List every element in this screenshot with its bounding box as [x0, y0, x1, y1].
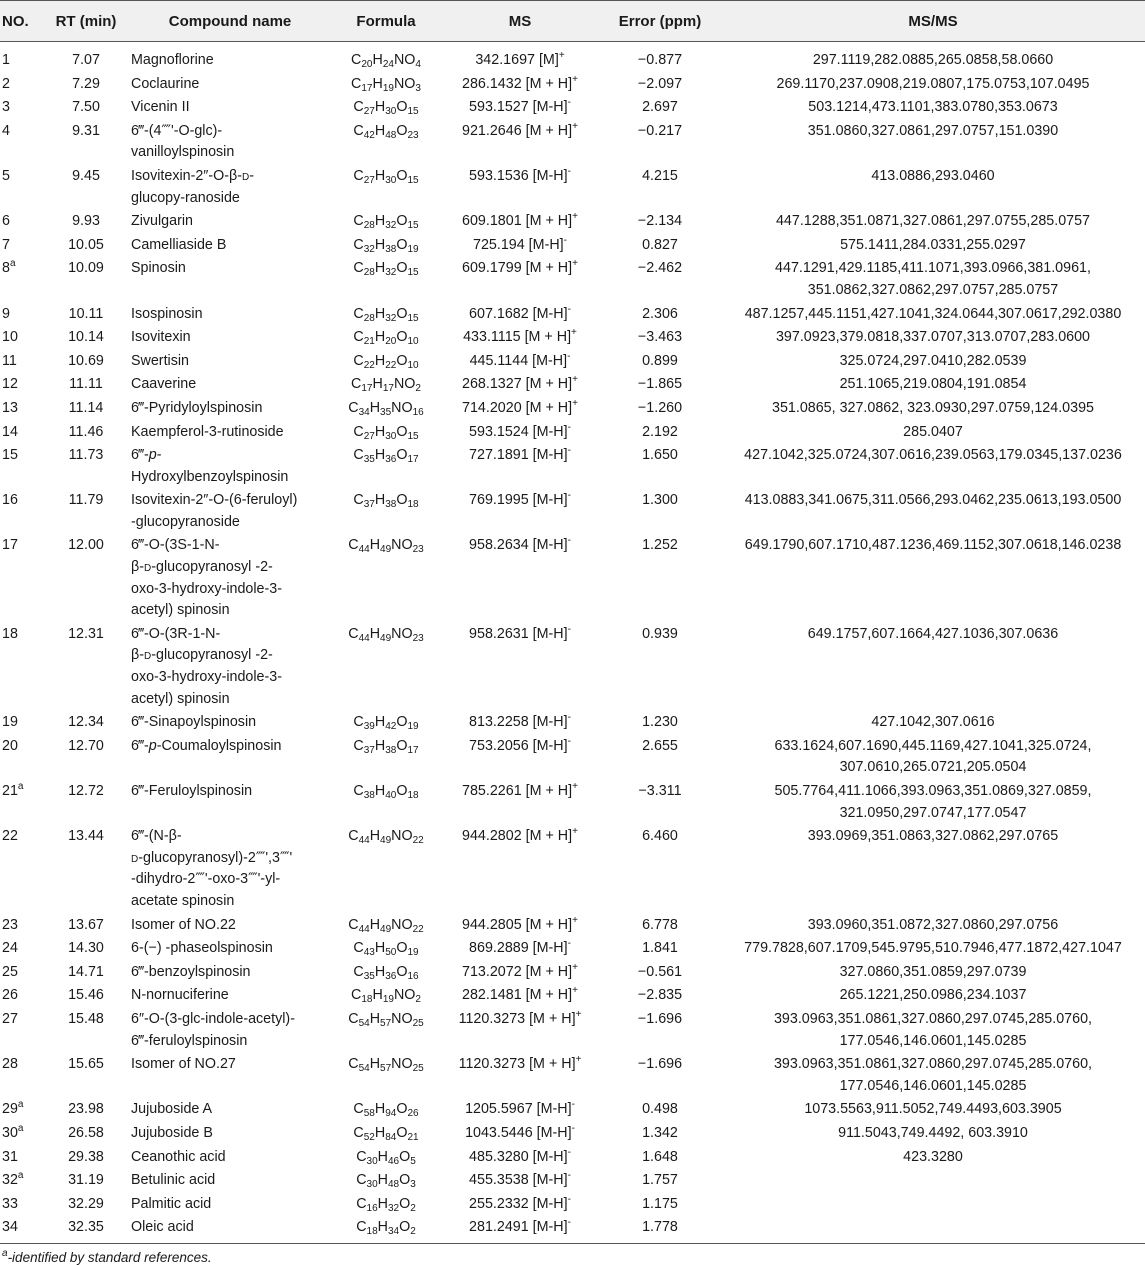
cell-compound-name: Zivulgarin: [131, 213, 193, 230]
cell-formula: $C_{34}H_{35}NO_{16}$: [348, 399, 424, 418]
cell-formula: $C_{37}H_{38}O_{18}$: [353, 492, 419, 511]
cell-ms: 255.2332 [M-H]-: [469, 1193, 571, 1212]
cell-error: 1.300: [642, 492, 678, 509]
cell-no: 29$^a$: [2, 1099, 24, 1118]
cell-msms: 351.0860,327.0861,297.0757,151.0390: [807, 122, 1059, 139]
cell-formula: $C_{35}H_{36}O_{16}$: [353, 963, 419, 982]
cell-ms: 342.1697 [M]+: [475, 50, 565, 68]
cell-compound-name: 6‴-benzoylspinosin: [131, 963, 251, 980]
cell-formula: $C_{21}H_{20}O_{10}$: [353, 329, 419, 348]
table-row: [0, 257, 1145, 302]
table-row: [0, 165, 1145, 210]
cell-no: 30$^a$: [2, 1122, 24, 1141]
cell-ms: 609.1799 [M + H]+: [462, 258, 578, 277]
cell-compound-name: 6″-O-(3-glc-indole-acetyl)- 6‴-feruloylspinosin: [131, 1010, 295, 1049]
cell-error: −2.097: [637, 75, 683, 92]
cell-compound-name: Coclaurine: [131, 75, 200, 92]
cell-formula: $C_{22}H_{22}O_{10}$: [353, 352, 419, 371]
table-row: [0, 234, 1145, 258]
table-row: [0, 73, 1145, 97]
cell-compound-name: 6‴-p- Hydroxylbenzoylspinosin: [131, 447, 289, 485]
cell-compound-name: Camelliaside B: [131, 236, 227, 253]
cell-rt: 10.69: [68, 352, 104, 369]
cell-error: 0.827: [642, 236, 678, 253]
cell-formula: $C_{18}H_{34}O_2$: [331, 1216, 441, 1243]
cell-formula: $C_{28}H_{32}O_{15}$: [353, 213, 419, 232]
cell-no: 32$^a$: [2, 1170, 24, 1189]
cell-no: 34: [0, 1216, 47, 1243]
cell-msms: 393.0963,351.0861,327.0860,297.0745,285.0760, 177.0546,146.0601,145.0285: [773, 1010, 1092, 1049]
cell-msms: 413.0886,293.0460: [871, 167, 995, 184]
cell-formula: $C_{37}H_{38}O_{17}$: [353, 737, 419, 756]
cell-error: −3.463: [637, 329, 683, 346]
cell-msms: 487.1257,445.1151,427.1041,324.0644,307.0617,292.0380: [744, 305, 1122, 322]
cell-error: 1.175: [642, 1195, 678, 1212]
cell-rt: 10.05: [68, 236, 104, 253]
cell-no: 9: [2, 305, 10, 322]
cell-formula: $C_{35}H_{36}O_{17}$: [353, 447, 419, 466]
column-header-formula: Formula: [331, 1, 441, 42]
cell-rt: 11.46: [68, 423, 104, 440]
cell-rt: 15.48: [68, 1010, 104, 1027]
cell-msms: [721, 1193, 1145, 1217]
cell-no: 25: [2, 963, 18, 980]
cell-error: 2.655: [642, 737, 678, 754]
cell-msms: 427.1042,307.0616: [871, 714, 995, 731]
cell-no: 21$^a$: [2, 781, 24, 799]
cell-compound-name: 6‴-O-(3R-1-N- β-d-glucopyranosyl -2- oxo-3-hydroxy-indole-3- acetyl) spinosin: [131, 625, 282, 707]
cell-error: −1.260: [637, 399, 683, 416]
cell-ms: 713.2072 [M + H]+: [462, 961, 578, 980]
cell-error: −1.696: [637, 1056, 683, 1073]
cell-ms: 727.1891 [M-H]-: [469, 445, 571, 464]
cell-formula: $C_{32}H_{38}O_{19}$: [353, 236, 419, 255]
cell-error: 1.230: [642, 714, 678, 731]
cell-no: 16: [2, 492, 18, 509]
cell-formula: $C_{27}H_{30}O_{15}$: [353, 423, 419, 442]
cell-compound-name: 6‴-(N-β- d-glucopyranosyl)-2⁗',3⁗' -dihydro-2⁗'-oxo-3⁗'-yl- acetate spinosin: [131, 828, 293, 909]
column-header-no: NO.: [0, 1, 47, 42]
cell-rt: 12.70: [68, 737, 104, 754]
cell-no: 4: [2, 122, 10, 139]
cell-ms: 1043.5446 [M-H]-: [465, 1122, 575, 1141]
cell-error: 1.650: [642, 447, 678, 464]
cell-no: 15: [2, 447, 18, 464]
footnote-text: -identified by standard references.: [7, 1249, 212, 1265]
table-row: [0, 326, 1145, 350]
table-row: [0, 984, 1145, 1008]
cell-compound-name: Kaempferol-3-rutinoside: [131, 423, 284, 440]
cell-no: 12: [2, 376, 18, 393]
cell-compound-name: 6‴-Pyridyloylspinosin: [131, 399, 263, 416]
cell-rt: 12.31: [68, 625, 104, 642]
table-row: [0, 1193, 1145, 1217]
cell-msms: 575.1411,284.0331,255.0297: [840, 236, 1026, 253]
cell-ms: 785.2261 [M + H]+: [462, 781, 578, 799]
table-row: [0, 1146, 1145, 1170]
cell-rt: 13.67: [68, 916, 104, 933]
table-row: [0, 1216, 1145, 1243]
column-header-error: Error (ppm): [599, 1, 721, 42]
cell-compound-name: Jujuboside B: [131, 1124, 213, 1141]
cell-no: 7: [2, 236, 10, 253]
table-row: [0, 780, 1145, 825]
cell-no: 20: [2, 737, 18, 754]
column-header-rt: RT (min): [47, 1, 125, 42]
cell-ms: 593.1524 [M-H]-: [469, 421, 571, 440]
cell-compound-name: Jujuboside A: [131, 1101, 213, 1118]
cell-compound-name: Isomer of NO.27: [131, 1056, 236, 1073]
cell-compound-name: Spinosin: [131, 260, 186, 277]
table-row: [0, 210, 1145, 234]
cell-error: −0.561: [637, 963, 683, 980]
cell-no: 10: [2, 329, 18, 346]
cell-formula: $C_{58}H_{94}O_{26}$: [353, 1101, 419, 1120]
cell-rt: 29.38: [68, 1148, 104, 1165]
table-row: [0, 444, 1145, 489]
cell-error: 2.697: [642, 99, 678, 116]
cell-msms: 649.1790,607.1710,487.1236,469.1152,307.0618,146.0238: [744, 537, 1122, 554]
cell-msms: 265.1221,250.0986,234.1037: [839, 987, 1027, 1004]
cell-ms: 1120.3273 [M + H]+: [458, 1008, 582, 1027]
cell-rt: 7.50: [72, 99, 100, 116]
footnote-marker: a: [2, 1247, 8, 1259]
cell-msms: 503.1214,473.1101,383.0780,353.0673: [808, 99, 1058, 116]
cell-no: 3: [2, 99, 10, 116]
cell-no: 33: [2, 1195, 18, 1212]
cell-formula: $C_{44}H_{49}NO_{23}$: [348, 537, 424, 556]
cell-formula: $C_{44}H_{49}NO_{22}$: [348, 916, 424, 935]
cell-no: 5: [2, 167, 10, 184]
cell-no: 24: [2, 940, 18, 957]
table-row: [0, 397, 1145, 421]
cell-compound-name: Swertisin: [131, 352, 189, 369]
cell-ms: 282.1481 [M + H]+: [462, 985, 578, 1004]
cell-ms: 714.2020 [M + H]+: [462, 397, 578, 416]
cell-no: 19: [2, 714, 18, 731]
cell-error: 1.252: [642, 537, 678, 554]
cell-formula: $C_{27}H_{30}O_{15}$: [353, 99, 419, 118]
table-row: [0, 303, 1145, 327]
cell-formula: $C_{43}H_{50}O_{19}$: [353, 940, 419, 959]
cell-rt: 9.31: [72, 122, 100, 139]
cell-formula: $C_{16}H_{32}O_2$: [356, 1195, 416, 1214]
cell-msms: 251.1065,219.0804,191.0854: [839, 376, 1027, 393]
table-body: [0, 42, 1145, 1244]
cell-compound-name: Isospinosin: [131, 305, 203, 322]
cell-msms: 911.5043,749.4492, 603.3910: [838, 1124, 1028, 1141]
cell-ms: 593.1536 [M-H]-: [469, 165, 571, 184]
table-row: [0, 489, 1145, 534]
cell-formula: $C_{54}H_{57}NO_{25}$: [348, 1056, 424, 1075]
cell-error: −0.217: [637, 122, 683, 139]
cell-ms: 609.1801 [M + H]+: [462, 211, 578, 230]
cell-rt: 7.29: [72, 75, 100, 92]
table-row: [0, 1098, 1145, 1122]
cell-error: 1.841: [642, 940, 678, 957]
cell-formula: $C_{28}H_{32}O_{15}$: [353, 260, 419, 279]
cell-ms: 286.1432 [M + H]+: [462, 73, 578, 92]
cell-msms: 325.0724,297.0410,282.0539: [839, 352, 1027, 369]
cell-compound-name: Betulinic acid: [131, 1172, 216, 1189]
cell-compound-name: Isovitexin: [131, 329, 191, 346]
cell-no: 28: [2, 1056, 18, 1073]
cell-rt: 15.65: [68, 1056, 104, 1073]
cell-msms: 393.0963,351.0861,327.0860,297.0745,285.0760, 177.0546,146.0601,145.0285: [773, 1056, 1092, 1094]
cell-compound-name: 6‴-O-(3S-1-N- β-d-glucopyranosyl -2- oxo-3-hydroxy-indole-3- acetyl) spinosin: [131, 537, 282, 619]
cell-formula: $C_{30}H_{48}O_3$: [356, 1172, 416, 1191]
cell-ms: 268.1327 [M + H]+: [462, 374, 578, 393]
table-row: [0, 825, 1145, 913]
cell-no: 11: [2, 352, 17, 369]
table-row: [0, 914, 1145, 938]
cell-msms: 447.1291,429.1185,411.1071,393.0966,381.0961, 351.0862,327.0862,297.0757,285.0757: [775, 260, 1091, 298]
cell-error: 0.498: [642, 1101, 678, 1118]
cell-ms: 813.2258 [M-H]-: [469, 712, 571, 731]
cell-rt: 14.71: [68, 963, 104, 980]
cell-formula: $C_{20}H_{24}NO_4$: [351, 52, 421, 70]
cell-error: 1.342: [642, 1124, 678, 1141]
cell-error: 1.757: [642, 1172, 678, 1189]
cell-ms: 769.1995 [M-H]-: [469, 490, 571, 509]
cell-rt: 9.93: [72, 213, 100, 230]
cell-compound-name: 6‴-Sinapoylspinosin: [131, 714, 257, 731]
cell-msms: 633.1624,607.1690,445.1169,427.1041,325.0724, 307.0610,265.0721,205.0504: [774, 737, 1092, 776]
cell-compound-name: Isovitexin-2″-O-(6-feruloyl) -glucopyranoside: [131, 492, 298, 530]
cell-ms: 944.2805 [M + H]+: [462, 914, 578, 933]
table-header-row: [0, 1, 1145, 42]
cell-ms: 944.2802 [M + H]+: [462, 826, 578, 845]
column-header-compound-name: Compound name: [125, 1, 331, 42]
cell-formula: $C_{39}H_{42}O_{19}$: [353, 714, 419, 733]
cell-msms: 505.7764,411.1066,393.0963,351.0869,327.0859, 321.0950,297.0747,177.0547: [774, 783, 1092, 821]
table-row: [0, 96, 1145, 120]
cell-compound-name: 6‴-(4⁗'-O-glc)- vanilloylspinosin: [131, 122, 235, 161]
cell-ms: 958.2634 [M-H]-: [469, 535, 571, 554]
cell-msms: 269.1170,237.0908,219.0807,175.0753,107.0495: [776, 75, 1090, 92]
cell-no: 22: [2, 828, 18, 845]
cell-no: 2: [2, 75, 10, 92]
table-row: [0, 711, 1145, 735]
table-row: [0, 1053, 1145, 1098]
cell-formula: $C_{44}H_{49}NO_{23}$: [348, 625, 424, 644]
cell-msms: 393.0960,351.0872,327.0860,297.0756: [807, 916, 1059, 933]
cell-ms: 1120.3273 [M + H]+: [458, 1054, 582, 1073]
cell-no: 8$^a$: [2, 258, 16, 277]
cell-rt: 7.07: [72, 52, 100, 68]
cell-formula: $C_{38}H_{40}O_{18}$: [353, 783, 419, 801]
table-row: [0, 373, 1145, 397]
cell-formula: $C_{44}H_{49}NO_{22}$: [348, 828, 424, 847]
cell-ms: 958.2631 [M-H]-: [469, 623, 571, 642]
cell-ms: 433.1115 [M + H]+: [463, 327, 577, 346]
cell-msms: 1073.5563,911.5052,749.4493,603.3905: [804, 1101, 1062, 1118]
cell-ms: 921.2646 [M + H]+: [462, 120, 578, 139]
cell-msms: [721, 1169, 1145, 1193]
cell-compound-name: Magnoflorine: [131, 52, 214, 68]
cell-formula: $C_{28}H_{32}O_{15}$: [353, 305, 419, 324]
column-header-ms: MS: [441, 1, 599, 42]
cell-error: −2.134: [637, 213, 683, 230]
cell-ms: 869.2889 [M-H]-: [469, 938, 571, 957]
cell-ms: 445.1144 [M-H]-: [469, 350, 571, 369]
table-row: [0, 1122, 1145, 1146]
cell-compound-name: 6-(−) -phaseolspinosin: [131, 940, 273, 957]
cell-compound-name: Caaverine: [131, 376, 197, 393]
cell-no: 23: [2, 916, 18, 933]
cell-rt: 11.79: [68, 492, 104, 509]
cell-formula: $C_{18}H_{19}NO_2$: [351, 987, 421, 1006]
cell-formula: $C_{52}H_{84}O_{21}$: [353, 1124, 419, 1143]
cell-rt: 9.45: [72, 167, 100, 184]
cell-formula: $C_{17}H_{19}NO_3$: [351, 75, 421, 94]
cell-no: 18: [2, 625, 18, 642]
cell-no: 13: [2, 399, 18, 416]
cell-ms: 1205.5967 [M-H]-: [465, 1099, 575, 1118]
cell-rt: 11.14: [68, 399, 104, 416]
cell-compound-name: 6‴-Feruloylspinosin: [131, 783, 253, 799]
cell-rt: 10.11: [68, 305, 104, 322]
table-row: [0, 735, 1145, 780]
cell-no: 26: [2, 987, 18, 1004]
cell-ms: 725.194 [M-H]-: [473, 234, 567, 253]
cell-no: 17: [2, 537, 18, 554]
cell-error: 1.648: [642, 1148, 678, 1165]
cell-rt: 31.19: [68, 1172, 104, 1189]
cell-error: −2.462: [637, 260, 683, 277]
cell-msms: 327.0860,351.0859,297.0739: [839, 963, 1027, 980]
cell-rt: 15.46: [68, 987, 104, 1004]
table-row: [0, 350, 1145, 374]
cell-error: 0.939: [642, 625, 678, 642]
cell-rt: 12.72: [68, 783, 104, 799]
cell-compound-name: Ceanothic acid: [131, 1148, 226, 1165]
cell-error: −1.865: [637, 376, 683, 393]
cell-compound-name: Palmitic acid: [131, 1195, 212, 1212]
cell-msms: 427.1042,325.0724,307.0616,239.0563,179.0345,137.0236: [744, 447, 1122, 464]
cell-no: 1: [2, 52, 10, 68]
cell-error: 6.460: [642, 828, 678, 845]
table-row: [0, 1169, 1145, 1193]
cell-error: 0.899: [642, 352, 678, 369]
cell-compound-name: 6‴-p-Coumaloylspinosin: [131, 737, 282, 754]
cell-msms: 447.1288,351.0871,327.0861,297.0755,285.0757: [775, 213, 1091, 230]
cell-msms: 649.1757,607.1664,427.1036,307.0636: [807, 625, 1059, 642]
cell-msms: 285.0407: [903, 423, 963, 440]
table-row: [0, 42, 1145, 73]
table-row: [0, 120, 1145, 165]
table-row: [0, 534, 1145, 622]
cell-error: 2.306: [642, 305, 678, 322]
cell-ms: 281.2491 [M-H]-: [441, 1216, 599, 1243]
cell-rt: 26.58: [68, 1124, 104, 1141]
table-row: [0, 937, 1145, 961]
cell-rt: 10.14: [68, 329, 104, 346]
cell-rt: 23.98: [68, 1101, 104, 1118]
cell-error: 6.778: [642, 916, 678, 933]
cell-msms: 297.1119,282.0885,265.0858,58.0660: [812, 52, 1054, 68]
cell-error: 4.215: [642, 167, 678, 184]
cell-ms: 485.3280 [M-H]-: [469, 1146, 571, 1165]
cell-formula: $C_{54}H_{57}NO_{25}$: [348, 1010, 424, 1029]
cell-rt: 32.29: [68, 1195, 104, 1212]
table-row: [0, 421, 1145, 445]
cell-compound-name: Isomer of NO.22: [131, 916, 236, 933]
cell-msms: 423.3280: [903, 1148, 963, 1165]
column-header-msms: MS/MS: [721, 1, 1145, 42]
cell-error: −2.835: [637, 987, 683, 1004]
cell-formula: $C_{30}H_{46}O_5$: [356, 1148, 416, 1167]
table-row: [0, 623, 1145, 711]
table-row: [0, 1008, 1145, 1053]
cell-msms: 413.0883,341.0675,311.0566,293.0462,235.0613,193.0500: [744, 492, 1122, 509]
cell-compound-name: Isovitexin-2″-O-β-d- glucopy-ranoside: [131, 167, 254, 206]
cell-rt: 11.73: [68, 447, 104, 464]
cell-msms: 779.7828,607.1709,545.9795,510.7946,477.1872,427.1047: [744, 940, 1122, 957]
cell-formula: $C_{17}H_{17}NO_2$: [351, 376, 421, 395]
cell-rt: 14.30: [68, 940, 104, 957]
cell-error: 1.778: [599, 1216, 721, 1243]
cell-rt: 12.34: [68, 714, 104, 731]
cell-error: 2.192: [642, 423, 678, 440]
cell-error: −0.877: [637, 52, 683, 68]
cell-ms: 455.3538 [M-H]-: [469, 1170, 571, 1189]
cell-formula: $C_{27}H_{30}O_{15}$: [353, 167, 419, 186]
cell-compound-name: N-nornuciferine: [131, 987, 229, 1004]
cell-compound-name: Oleic acid: [125, 1216, 331, 1243]
cell-error: −3.311: [638, 783, 682, 799]
cell-msms: 351.0865, 327.0862, 323.0930,297.0759,124.0395: [772, 399, 1094, 416]
cell-rt: 13.44: [68, 828, 104, 845]
cell-no: 27: [2, 1010, 18, 1027]
cell-no: 14: [2, 423, 18, 440]
cell-no: 6: [2, 213, 10, 230]
cell-msms: 397.0923,379.0818,337.0707,313.0707,283.0600: [775, 329, 1091, 346]
cell-msms: 393.0969,351.0863,327.0862,297.0765: [807, 828, 1059, 845]
footnote: [0, 1244, 1145, 1265]
cell-ms: 753.2056 [M-H]-: [469, 735, 571, 754]
cell-ms: 593.1527 [M-H]-: [469, 97, 571, 116]
cell-rt: 12.00: [68, 537, 104, 554]
cell-msms: [721, 1216, 1145, 1243]
cell-rt: 11.11: [69, 376, 103, 393]
cell-rt: 32.35: [47, 1216, 125, 1243]
cell-no: 31: [2, 1148, 18, 1165]
cell-error: −1.696: [637, 1010, 683, 1027]
table-row: [0, 961, 1145, 985]
cell-rt: 10.09: [68, 260, 104, 277]
cell-ms: 607.1682 [M-H]-: [469, 303, 571, 322]
cell-formula: $C_{42}H_{48}O_{23}$: [353, 122, 419, 141]
cell-compound-name: Vicenin II: [131, 99, 190, 116]
